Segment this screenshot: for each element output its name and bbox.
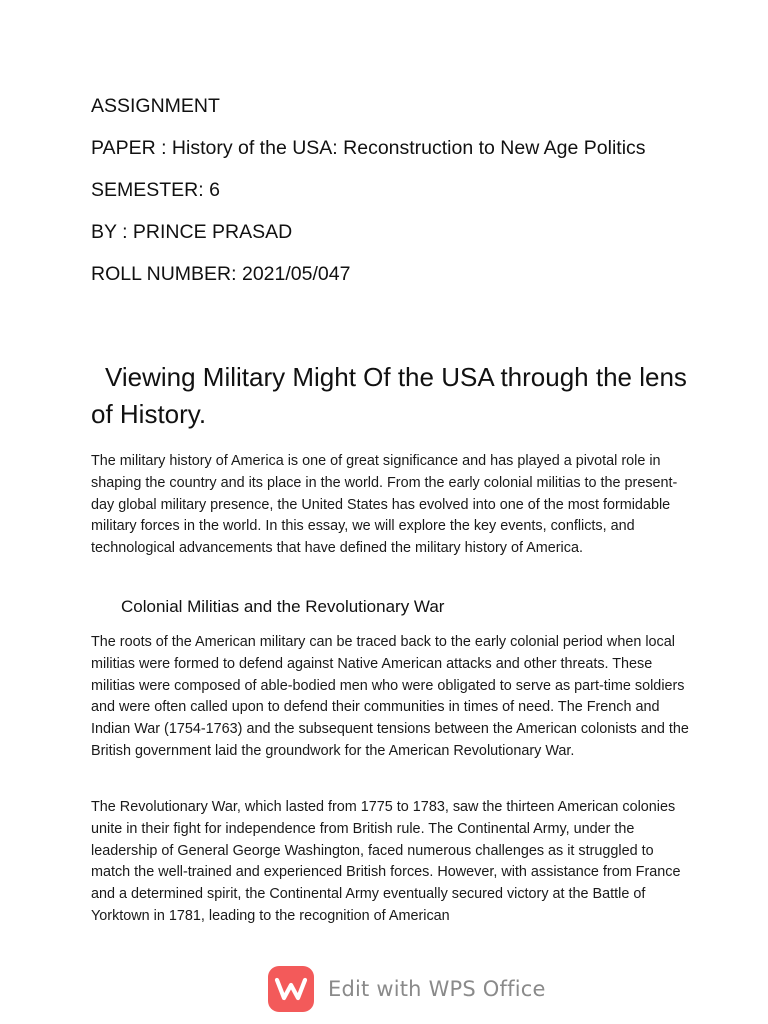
wps-watermark-text: Edit with WPS Office: [328, 977, 546, 1001]
wps-watermark: [268, 964, 546, 1014]
paper-line: PAPER : History of the USA: Reconstruction to New Age Politics: [91, 137, 646, 159]
assignment-header: [91, 92, 731, 302]
assignment-label: ASSIGNMENT: [91, 95, 220, 117]
wps-w-glyph-icon: [274, 976, 308, 1002]
intro-paragraph: The military history of America is one of great significance and has played a pivotal role in shaping the country and its place in the world. From the early colonial militias to the present-day global military presence, the United States has evolved into one of the most formidable military forces in the world. In this essay, we will explore the key events, conflicts, and technological advancements that have defined the military history of America.: [91, 453, 678, 557]
author-line: BY : PRINCE PRASAD: [91, 221, 293, 243]
semester-line: SEMESTER: 6: [91, 179, 220, 201]
body-paragraph: The Revolutionary War, which lasted from 1775 to 1783, saw the thirteen American colonies unite in their fight for independence from British rule. The Continental Army, under the leadership of General George Washington, faced numerous challenges as it struggled to match the well-trained and experienced British forces. However, with assistance from France and a determined spirit, the Continental Army eventually secured victory at the Battle of Yorktown in 1781, leading to the recognition of American: [91, 799, 681, 924]
wps-office-logo-icon: [268, 966, 314, 1012]
essay-title: [91, 359, 711, 433]
section-heading: Colonial Militias and the Revolutionary War: [121, 597, 445, 616]
roll-number-line: ROLL NUMBER: 2021/05/047: [91, 263, 351, 285]
essay-title-text: Viewing Military Might Of the USA through the lens of History.: [91, 362, 687, 429]
body-paragraph: The roots of the American military can be traced back to the early colonial period when local militias were formed to defend against Native American attacks and other threats. These militias were composed of able-bodied men who were obligated to serve as part-time soldiers and were often called upon to defend their communities in times of need. The French and Indian War (1754-1763) and the subsequent tensions between the American colonists and the British government laid the groundwork for the American Revolutionary War.: [91, 634, 689, 759]
